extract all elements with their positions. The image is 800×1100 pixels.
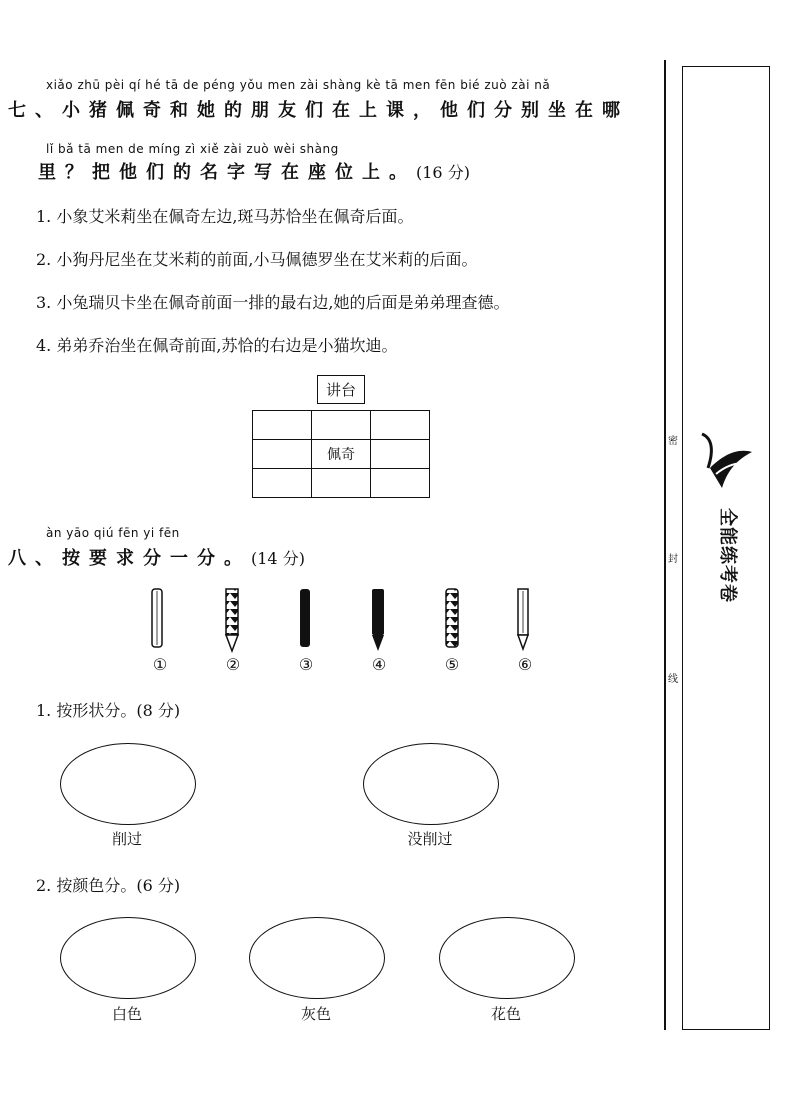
pencil-number-1: ① xyxy=(152,655,168,674)
section7-title-line2-row xyxy=(38,158,470,184)
seal-char-xian: 线 xyxy=(668,674,678,685)
section7-title-line2: 里？把他们的名字写在座位上。 xyxy=(38,162,416,183)
section7-item-3: 3. 小兔瑞贝卡坐在佩奇前面一排的最右边,她的后面是弟弟理查德。 xyxy=(36,293,510,312)
section7-score: (16 分) xyxy=(416,163,470,182)
pencil-5-icon xyxy=(446,589,458,647)
answer-oval-patterned[interactable] xyxy=(439,917,575,999)
section8-q2: 2. 按颜色分。(6 分) xyxy=(36,876,181,895)
pencil-number-6: ⑥ xyxy=(517,655,533,674)
section8-title: 八、按要求分一分。 xyxy=(8,548,251,569)
pencil-number-3: ③ xyxy=(298,655,314,674)
pencil-2-icon xyxy=(226,589,238,651)
seat-cell[interactable] xyxy=(253,411,312,440)
brand-logo-icon xyxy=(694,428,756,498)
seat-cell[interactable] xyxy=(371,469,430,498)
label-white: 白色 xyxy=(111,1005,142,1023)
seat-cell[interactable] xyxy=(312,411,371,440)
answer-oval-sharpened[interactable] xyxy=(60,743,196,825)
seal-char-feng: 封 xyxy=(668,554,678,565)
pencil-3-icon xyxy=(300,589,310,647)
pencil-number-2: ② xyxy=(225,655,241,674)
pencil-number-5: ⑤ xyxy=(444,655,460,674)
section7-item-2: 2. 小狗丹尼坐在艾米莉的前面,小马佩德罗坐在艾米莉的后面。 xyxy=(36,250,478,269)
pencil-1-icon xyxy=(152,589,162,647)
section7-item-4: 4. 弟弟乔治坐在佩奇前面,苏恰的右边是小猫坎迪。 xyxy=(36,336,398,355)
label-unsharpened: 没削过 xyxy=(407,830,453,848)
seat-cell[interactable] xyxy=(253,469,312,498)
answer-oval-white[interactable] xyxy=(60,917,196,999)
section7-item-1: 1. 小象艾米莉坐在佩奇左边,斑马苏恰坐在佩奇后面。 xyxy=(36,207,414,226)
label-gray: 灰色 xyxy=(300,1005,331,1023)
label-patterned: 花色 xyxy=(490,1005,521,1023)
seat-cell[interactable] xyxy=(371,411,430,440)
pencil-number-4: ④ xyxy=(371,655,387,674)
podium-label: 讲台 xyxy=(317,375,365,404)
seal-char-mi: 密 xyxy=(668,436,678,447)
pencils-illustration xyxy=(140,585,550,655)
pencil-6-icon xyxy=(518,589,528,649)
section8-pinyin: àn yāo qiú fēn yi fēn xyxy=(46,526,180,540)
answer-oval-unsharpened[interactable] xyxy=(363,743,499,825)
brand-name: 全能练考卷 xyxy=(717,508,738,603)
section8-score: (14 分) xyxy=(251,549,305,568)
margin-divider xyxy=(664,60,666,1030)
pencil-4-icon xyxy=(372,589,384,651)
seat-cell[interactable] xyxy=(371,440,430,469)
section8-q1: 1. 按形状分。(8 分) xyxy=(36,701,181,720)
label-sharpened: 削过 xyxy=(111,830,142,848)
seat-cell-peppa: 佩奇 xyxy=(312,440,371,469)
section7-title-line1: 七、小猪佩奇和她的朋友们在上课，他们分别坐在哪 xyxy=(8,100,629,121)
section7-pinyin-line2: lǐ bǎ tā men de míng zì xiě zài zuò wèi shàng xyxy=(46,142,339,156)
section7-pinyin-line1: xiǎo zhū pèi qí hé tā de péng yǒu men zài shàng kè tā men fēn bié zuò zài nǎ xyxy=(46,78,551,92)
answer-oval-gray[interactable] xyxy=(249,917,385,999)
section8-title-row xyxy=(8,544,305,570)
seat-cell[interactable] xyxy=(312,469,371,498)
seating-grid xyxy=(252,410,430,498)
seat-cell[interactable] xyxy=(253,440,312,469)
